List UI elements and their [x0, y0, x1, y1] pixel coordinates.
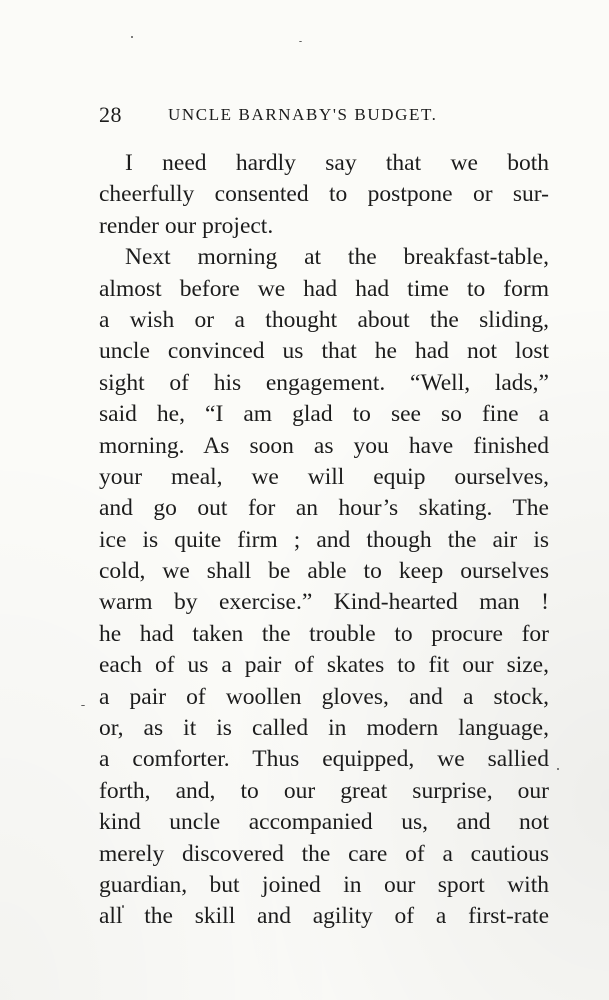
- text-line: your meal, we will equip ourselves,: [99, 463, 549, 490]
- print-speck: [131, 36, 133, 38]
- text-line: guardian, but joined in our sport with: [99, 871, 549, 898]
- text-line: all the skill and agility of a first-rate: [99, 903, 549, 930]
- text-line: ice is quite firm ; and though the air is: [99, 526, 549, 553]
- text-line: uncle convinced us that he had not lost: [99, 338, 549, 365]
- page-header: [99, 102, 489, 132]
- print-speck: [299, 41, 302, 42]
- text-line: kind uncle accompanied us, and not: [99, 809, 549, 836]
- text-line: cheerfully consented to postpone or sur-: [99, 181, 549, 208]
- paragraph: [99, 242, 549, 933]
- text-line: or, as it is called in modern language,: [99, 715, 549, 742]
- text-line: Next morning at the breakfast-table,: [125, 244, 549, 271]
- paragraph: [99, 148, 549, 242]
- body-text: [99, 148, 549, 933]
- text-line: merely discovered the care of a cautious: [99, 840, 549, 867]
- text-line: said he, “I am glad to see so fine a: [99, 401, 549, 428]
- text-line: a comforter. Thus equipped, we sallied: [99, 746, 549, 773]
- text-line: almost before we had had time to form: [99, 275, 549, 302]
- page-number: 28: [99, 102, 122, 127]
- text-line: render our project.: [99, 212, 274, 239]
- text-line: sight of his engagement. “Well, lads,”: [99, 369, 549, 396]
- text-line: each of us a pair of skates to fit our size,: [99, 652, 549, 679]
- text-line: he had taken the trouble to procure for: [99, 620, 549, 647]
- print-speck: [81, 705, 85, 706]
- text-line: forth, and, to our great surprise, our: [99, 777, 549, 804]
- running-head: UNCLE BARNABY'S BUDGET.: [168, 105, 438, 124]
- text-line: morning. As soon as you have finished: [99, 432, 549, 459]
- text-line: and go out for an hour’s skating. The: [99, 495, 549, 522]
- text-line: I need hardly say that we both: [125, 150, 549, 176]
- text-line: warm by exercise.” Kind-hearted man !: [99, 589, 549, 616]
- text-line: a wish or a thought about the sliding,: [99, 306, 549, 333]
- text-line: cold, we shall be able to keep ourselves: [99, 558, 549, 585]
- text-line: a pair of woollen gloves, and a stock,: [99, 683, 549, 710]
- print-speck: [557, 768, 559, 770]
